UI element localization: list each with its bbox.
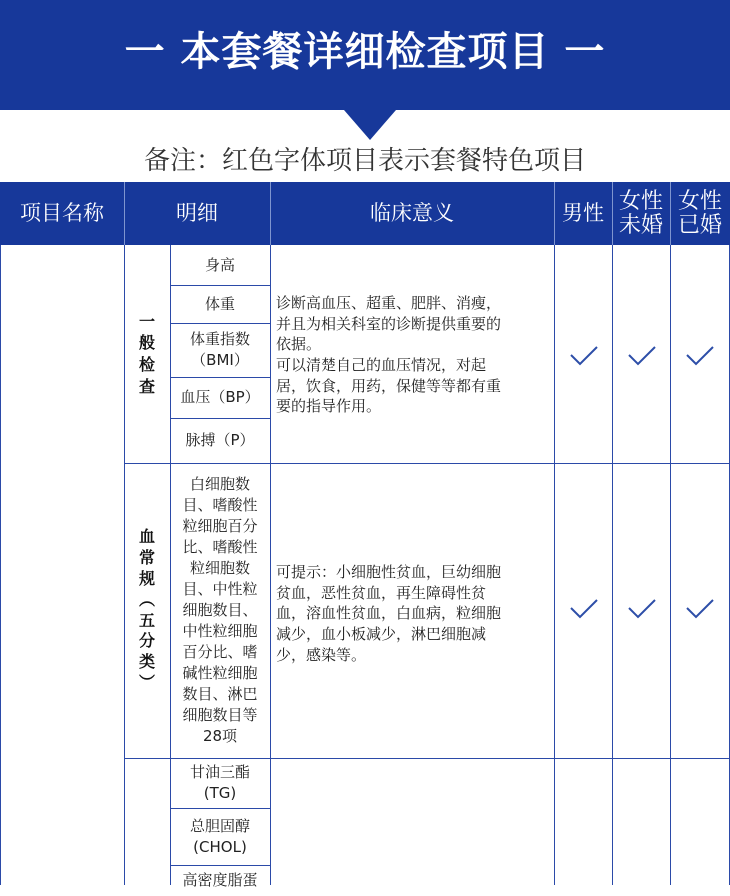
col-header-name: 项目名称 [20,201,104,226]
check-icon [685,345,715,367]
category-char: ︵ [138,589,155,609]
category-char: 类 [138,652,155,672]
category-char: 血 [138,527,155,547]
grid-line [612,245,613,885]
category-char: 分 [138,631,155,651]
banner-pointer [344,110,396,140]
check-icon [685,598,715,620]
header-divider [670,182,671,245]
category-char: 一 [138,311,155,331]
category-char: 常 [138,548,155,568]
detail-cell: 总胆固醇 (CHOL) [189,816,250,856]
category-char: 检 [138,355,155,374]
col-header-male: 男性 [562,201,604,226]
category-char: ︶ [138,672,155,692]
check-icon [569,345,599,367]
detail-cell: 白细胞数 目、嗜酸性 粒细胞百分 比、嗜酸性 粒细胞数 目、中性粒 细胞数目、 中性粒细胞 百分比、嗜 碱性粒细胞 数目、淋巴 细胞数目等 28项 [182,475,258,745]
col-header-female-married: 女性 已婚 [677,188,722,238]
detail-cell: 体重 [204,294,235,313]
page-title: 一 本套餐详细检查项目 一 [124,29,606,75]
header-divider [270,182,271,245]
clinical-meaning: 诊断高血压、超重、肥胖、消瘦， 并且为相关科室的诊断提供重要的 依据。 可以清楚自己的血压情况，对起 居，饮食，用药，保健等等都有重 要的指导作用。 [276,294,502,416]
detail-cell: 脉搏（P） [185,431,255,449]
grid-line [554,245,555,885]
category-char: 规 [138,568,155,588]
clinical-meaning: 可提示：小细胞性贫血，巨幼细胞 贫血，恶性贫血，再生障碍性贫 血，溶血性贫血，白血病，粒细胞 减少，血小板减少，淋巴细胞减 少，感染等。 [276,563,502,664]
category-char: 五 [138,610,155,630]
detail-cell: 血压（BP） [180,388,260,406]
grid-line [270,245,271,885]
check-icon [627,345,657,367]
col-header-meaning: 临床意义 [370,201,454,226]
category-blood-routine [124,463,170,758]
check-icon [627,598,657,620]
detail-cell: 甘油三酯 (TG) [189,763,250,802]
category-general-check [124,245,170,463]
header-divider [554,182,555,245]
category-char: 查 [138,376,155,396]
col-header-female-single: 女性 未婚 [618,188,663,238]
detail-cell: 高密度脂蛋 [182,871,258,889]
note-text: 备注：红色字体项目表示套餐特色项目 [143,146,586,176]
category-char: 般 [138,333,155,353]
header-divider [124,182,125,245]
grid-line [0,245,1,885]
col-header-detail: 明细 [176,201,218,226]
header-divider [612,182,613,245]
detail-cell: 身高 [204,255,235,274]
check-icon [569,598,599,620]
detail-cell: 体重指数 （BMI） [189,330,250,369]
grid-line [670,245,671,885]
